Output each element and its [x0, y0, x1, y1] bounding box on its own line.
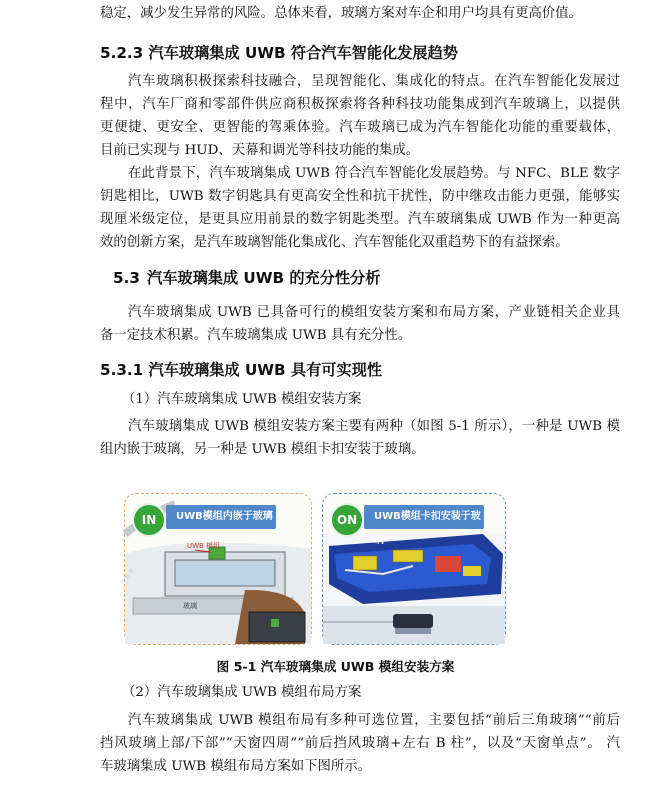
- paragraph-line: 汽车玻璃积极探索科技融合，呈现智能化、集成化的特点。在汽车智能化发展过: [128, 74, 620, 89]
- paragraph-line: 程中，汽车厂商和零部件供应商积极探索将各种科技功能集成到汽车玻璃上，以提供: [100, 97, 620, 112]
- paragraph-line: 稳定，减少发生异常的风险。总体来看，玻璃方案对车企和用户均具有更高价值。: [100, 6, 583, 21]
- section-heading-5-3: [113, 268, 381, 288]
- paragraph-line: 目前已实现与 HUD、天幕和调光等科技功能的集成。: [100, 143, 420, 158]
- paragraph-line: 挡风玻璃上部/下部”“天窗四周”“前后挡风玻璃+左右 B 柱”，以及“天窗单点”。 汽: [100, 736, 620, 751]
- list-item-heading: （1）汽车玻璃集成 UWB 模组安装方案: [122, 392, 362, 407]
- paragraph-line: 效的创新方案，是汽车玻璃智能化集成化、汽车智能化双重趋势下的有益探索。: [100, 235, 569, 250]
- in-badge: IN: [132, 503, 166, 537]
- in-banner: UWB模组内嵌于玻璃: [166, 505, 276, 529]
- paragraph-line: 汽车玻璃集成 UWB 已具备可行的模组安装方案和布局方案，产业链相关企业具: [128, 305, 620, 320]
- paragraph-line: 现厘米级定位，是更具应用前景的数字钥匙类型。汽车玻璃集成 UWB 作为一种更高: [100, 212, 620, 227]
- figure-panel-in: [111, 493, 312, 645]
- paragraph-line: 车玻璃集成 UWB 模组布局方案如下图所示。: [100, 759, 372, 774]
- figure-caption: 图 5-1 汽车玻璃集成 UWB 模组安装方案: [216, 659, 455, 674]
- paragraph-line: 汽车玻璃集成 UWB 模组布局有多种可选位置，主要包括“前后三角玻璃”“前后: [128, 713, 620, 728]
- figure-panel-on: [322, 493, 506, 645]
- list-item-heading: （2）汽车玻璃集成 UWB 模组布局方案: [122, 685, 362, 700]
- on-banner: UWB模组卡扣安装于玻璃: [364, 505, 484, 529]
- section-heading-5-3-1: 5.3.1 汽车玻璃集成 UWB 具有可实现性: [100, 361, 383, 379]
- section-number: 5.3: [113, 269, 140, 287]
- section-title: 汽车玻璃集成 UWB 的充分性分析: [147, 269, 381, 287]
- paragraph-line: 钥匙相比，UWB 数字钥匙具有更高安全性和抗干扰性，防中继攻击能力更强，能够实: [100, 189, 620, 204]
- glass-label: 玻璃: [183, 602, 197, 610]
- paragraph-line: 在此背景下，汽车玻璃集成 UWB 符合汽车智能化发展趋势。与 NFC、BLE 数字: [128, 166, 620, 181]
- on-badge: ON: [330, 503, 364, 537]
- paragraph-line: 组内嵌于玻璃，另一种是 UWB 模组卡扣安装于玻璃。: [100, 442, 425, 457]
- section-heading-5-2-3: 5.2.3 汽车玻璃集成 UWB 符合汽车智能化发展趋势: [100, 44, 458, 62]
- paragraph-line: 备一定技术积累。汽车玻璃集成 UWB 具有充分性。: [100, 328, 412, 343]
- paragraph-line: 汽车玻璃集成 UWB 模组安装方案主要有两种（如图 5-1 所示），一种是 UWB 模: [128, 419, 620, 434]
- paragraph-line: 更便捷、更安全、更智能的驾乘体验。汽车玻璃已成为汽车智能化功能的重要载体，: [100, 120, 620, 135]
- watermark: ⋯: [111, 560, 143, 592]
- uwb-module-label: UWB 模组: [187, 542, 221, 550]
